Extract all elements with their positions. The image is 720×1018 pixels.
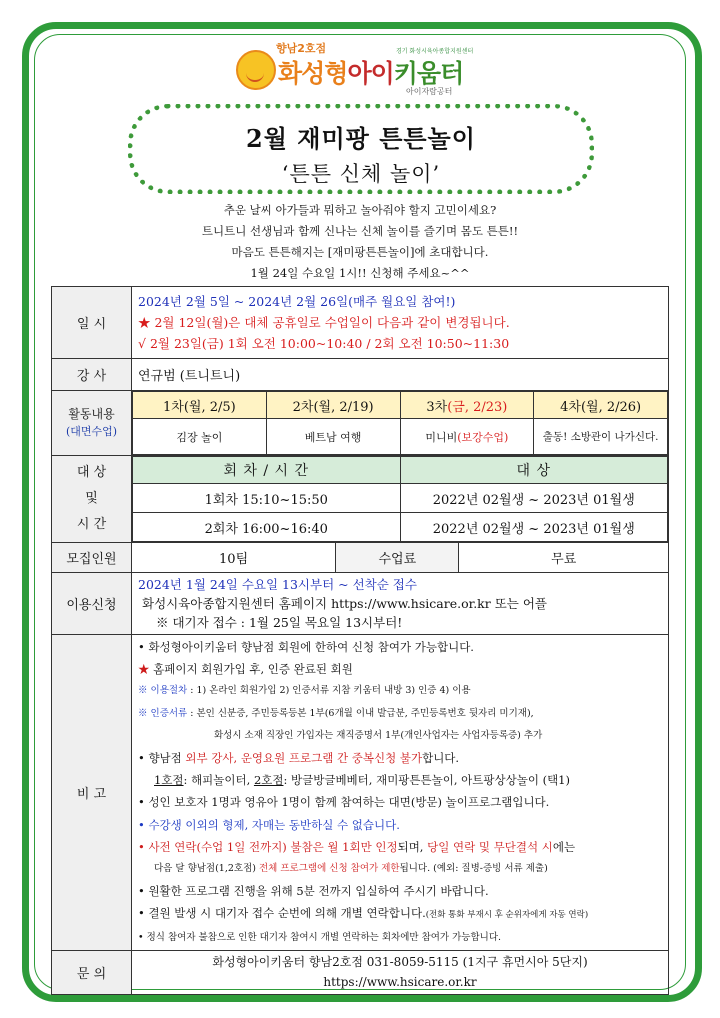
label-target-1: 대 상: [76, 465, 107, 480]
fee-value: 무료: [459, 543, 668, 572]
row-activities: [52, 391, 669, 456]
note-item: ★ 홈페이지 회원가입 후, 인증 완료된 회원: [138, 662, 353, 677]
session-target: 2022년 02월생 ~ 2023년 01월생: [400, 513, 668, 542]
contact-website: https://www.hsicare.or.kr: [323, 975, 477, 990]
intro-line: 마음도 튼튼해지는 [재미팡튼튼놀이]에 초대합니다.: [231, 245, 489, 259]
session-table: [132, 456, 668, 542]
activity-item-1: 김장 놀이: [133, 419, 267, 455]
row-recruit: [52, 543, 669, 573]
row-apply: [52, 573, 669, 635]
activity-round-2: 2차(월, 2/19): [266, 392, 400, 419]
center-logo: [236, 38, 496, 100]
session-row: [133, 513, 668, 542]
title-box: [128, 104, 594, 194]
note-item: • 화성형아이키움터 향남점 회원에 한하여 신청 참여가 가능합니다.: [138, 640, 474, 654]
notes-list: [138, 636, 662, 949]
logo-wordmark: 화성형아이키움터: [278, 59, 464, 88]
session-header-target: 대 상: [400, 457, 668, 484]
label-apply: 이용신청: [52, 573, 132, 635]
label-date: 일 시: [52, 287, 132, 359]
activity-item-2: 베트남 여행: [266, 419, 400, 455]
schedule-period: 2024년 2월 5일 ~ 2024년 2월 26일(매주 월요일 참여!): [138, 294, 456, 309]
activity-round-3: 3차(금, 2/23): [400, 392, 534, 419]
page-title: 2월 재미팡 튼튼놀이: [246, 124, 476, 153]
note-item: • 수강생 이외의 형제, 자매는 동반하실 수 없습니다.: [138, 817, 400, 832]
page-subtitle: ‘튼튼 신체 놀이’: [281, 162, 441, 186]
note-item: 다음 달 향남점(1,2호점) 전체 프로그램에 신청 참여가 제한됩니다. (예외: 질병-증빙 서류 제출): [154, 863, 548, 875]
label-instructor: 강 사: [52, 359, 132, 391]
logo-face-icon: [236, 50, 276, 90]
activity-grid: [132, 391, 668, 455]
note-item: • 사전 연락(수업 1일 전까지) 불참은 월 1회만 인정되며, 당일 연락 및 무단결석 시에는: [138, 839, 576, 854]
activity-item-3: 미니비(보강수업): [400, 419, 534, 455]
note-item: • 결원 발생 시 대기자 접수 순번에 의해 개별 연락합니다.(전화 통화 부재시 후 순위자에게 자동 연락): [138, 906, 589, 921]
instructor-name: 연규범 (트니트니): [132, 359, 669, 391]
note-item: 1호점: 해피놀이터, 2호점: 방글방글베베터, 재미팡튼튼놀이, 아트팡상상놀이 (택1): [154, 773, 570, 788]
contact-info: 화성형아이키움터 향남2호점 031-8059-5115 (1지구 휴먼시아 5단지): [212, 955, 588, 970]
label-target-2: 및: [85, 491, 98, 506]
apply-method: 화성시육아종합지원센터 홈페이지 https://www.hsicare.or.kr 또는 어플: [142, 596, 547, 611]
fee-label: 수업료: [336, 543, 459, 572]
apply-open: 2024년 1월 24일 수요일 13시부터 ~ 선착순 접수: [138, 577, 417, 592]
row-instructor: [52, 359, 669, 391]
label-contact: 문 의: [52, 950, 132, 994]
logo-branch: 향남2호점: [276, 42, 327, 55]
row-contact: [52, 950, 669, 994]
note-item: 화성시 소재 직장인 가입자는 재직증명서 1부(개인사업자는 사업자등록증) 추가: [214, 729, 543, 741]
note-item: • 정식 참여자 불참으로 인한 대기자 참여시 개별 연락하는 회차에만 참여가 가능합니다.: [138, 931, 502, 943]
activity-item-4: 출동! 소방관이 나가신다.: [534, 419, 668, 455]
session-target: 2022년 02월생 ~ 2023년 01월생: [400, 484, 668, 513]
activity-round-1: 1차(월, 2/5): [133, 392, 267, 419]
intro-text: [90, 200, 630, 284]
intro-line: 1월 24일 수요일 1시!! 신청해 주세요~^^: [250, 266, 470, 280]
label-notes: 비 고: [52, 635, 132, 951]
note-item: • 성인 보호자 1명과 영유아 1명이 함께 참여하는 대면(방문) 놀이프로그램입니다.: [138, 795, 550, 810]
schedule-makeup: √ 2월 23일(금) 1회 오전 10:00~10:40 / 2회 오전 10:50~11:30: [138, 336, 510, 351]
row-target-time: [52, 456, 669, 543]
session-time: 1회차 15:10~15:50: [133, 484, 401, 513]
label-activity-mode: (대면수업): [65, 425, 118, 438]
logo-center-name: 경기 화성시육아종합지원센터: [396, 48, 474, 55]
label-activity: 활동내용: [68, 407, 115, 421]
row-schedule: [52, 287, 669, 359]
note-item: • 향남점 외부 강사, 운영요원 프로그램 간 중복신청 불가합니다.: [138, 751, 460, 766]
intro-line: 추운 날씨 아가들과 뭐하고 놀아줘야 할지 고민이세요?: [223, 203, 497, 217]
session-header-time: 회 차 / 시 간: [133, 457, 401, 484]
row-notes: [52, 635, 669, 951]
label-target-3: 시 간: [76, 517, 107, 532]
activity-round-4: 4차(월, 2/26): [534, 392, 668, 419]
program-info-table: [51, 286, 669, 995]
note-item: ※ 이용절차 : 1) 온라인 회원가입 2) 인증서류 지참 키움터 내방 3) 인증 4) 이용: [138, 685, 471, 697]
recruit-count: 10팀: [132, 543, 336, 572]
label-recruit: 모집인원: [52, 543, 132, 573]
note-item: ※ 인증서류 : 본인 신분증, 주민등록등본 1부(6개월 이내 발급분, 주민등록번호 뒷자리 미기재),: [138, 707, 534, 719]
apply-waitlist: ※ 대기자 접수 : 1월 25일 목요일 13시부터!: [156, 615, 403, 630]
session-row: [133, 484, 668, 513]
logo-subtitle: 아이자람공터: [406, 87, 453, 96]
intro-line: 트니트니 선생님과 함께 신나는 신체 놀이를 즐기며 몸도 튼튼!!: [201, 224, 519, 238]
note-item: • 원활한 프로그램 진행을 위해 5분 전까지 입실하여 주시기 바랍니다.: [138, 884, 489, 899]
session-time: 2회차 16:00~16:40: [133, 513, 401, 542]
schedule-change-notice: ★ 2월 12일(월)은 대체 공휴일로 수업일이 다음과 같이 변경됩니다.: [138, 315, 510, 330]
